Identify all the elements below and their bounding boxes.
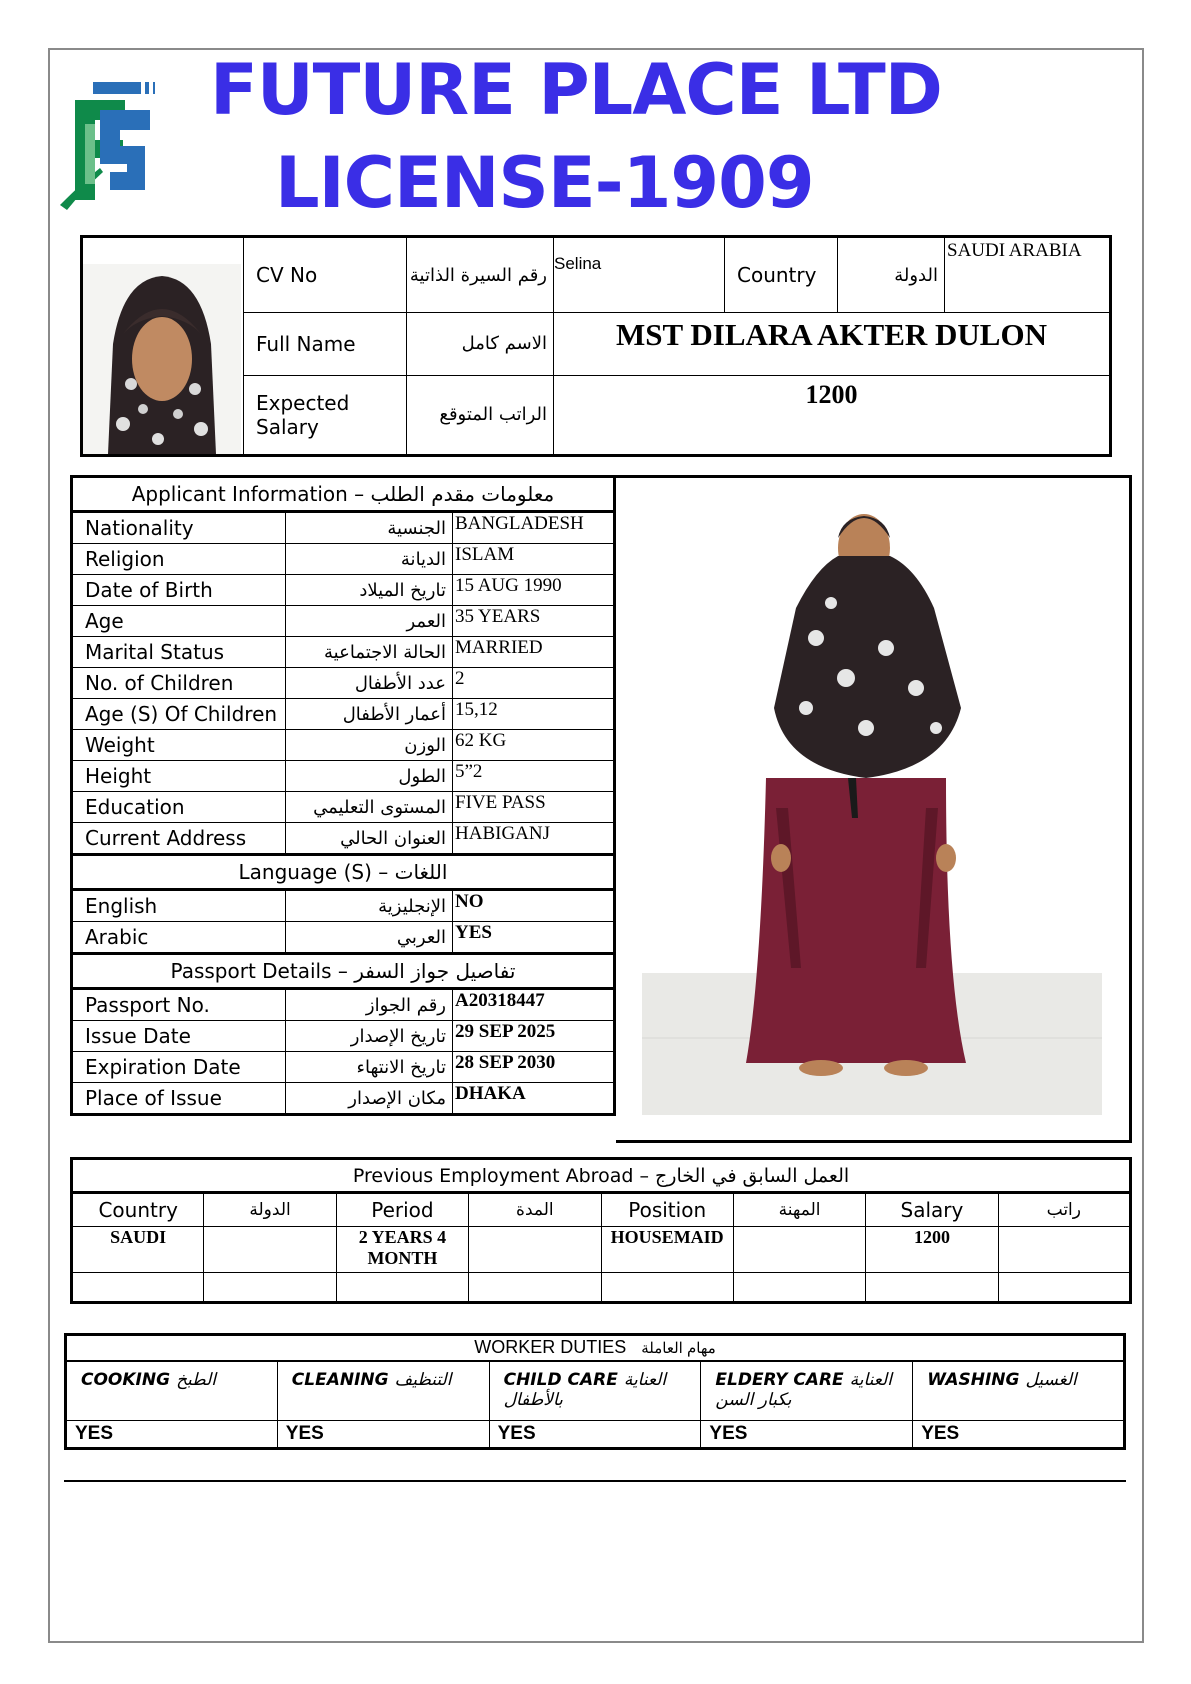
applicant-info-label: Nationality (72, 512, 286, 544)
duty-header (277, 1361, 489, 1421)
applicant-info-value: ISLAM (453, 544, 615, 575)
language-value: NO (453, 890, 615, 922)
duty-label: COOKING (81, 1369, 171, 1390)
passport-row (72, 1052, 615, 1083)
applicant-info-value: BANGLADESH (453, 512, 615, 544)
duty-label: ELDERY CARE (715, 1369, 844, 1390)
full-name-value: MST DILARA AKTER DULON (554, 313, 1111, 376)
applicant-info-label: Education (72, 792, 286, 823)
language-label-ar: العربي (286, 922, 453, 954)
applicant-info-value: 35 YEARS (453, 606, 615, 637)
duty-value: YES (66, 1421, 278, 1449)
portrait-photo (82, 237, 244, 456)
duty-value: YES (913, 1421, 1125, 1449)
employment-header-ar: المهنة (733, 1193, 865, 1227)
applicant-info-value: 62 KG (453, 730, 615, 761)
employment-period: 2 YEARS 4 MONTH (336, 1227, 468, 1273)
applicant-info-label-ar: الحالة الاجتماعية (286, 637, 453, 668)
applicant-table (70, 475, 616, 1116)
applicant-info-row (72, 823, 615, 855)
duty-label: WASHING (927, 1369, 1020, 1390)
applicant-info-row (72, 792, 615, 823)
duty-header (701, 1361, 913, 1421)
applicant-info-label-ar: الوزن (286, 730, 453, 761)
applicant-info-label-ar: الجنسية (286, 512, 453, 544)
language-section-title: Language (S) – اللغات (72, 855, 615, 890)
applicant-info-value: FIVE PASS (453, 792, 615, 823)
employment-header: Position (601, 1193, 733, 1227)
language-row (72, 922, 615, 954)
language-label-ar: الإنجليزية (286, 890, 453, 922)
applicant-info-row (72, 606, 615, 637)
applicant-info-label-ar: العمر (286, 606, 453, 637)
passport-label: Passport No. (72, 989, 286, 1021)
passport-label-ar: تاريخ الانتهاء (286, 1052, 453, 1083)
applicant-info-value: 5”2 (453, 761, 615, 792)
full-name-label-ar: الاسم كامل (407, 313, 554, 376)
employment-salary: 1200 (866, 1227, 998, 1273)
passport-value: 28 SEP 2030 (453, 1052, 615, 1083)
header-table (80, 235, 1112, 457)
duty-label: CLEANING (291, 1369, 389, 1390)
passport-label-ar: تاريخ الإصدار (286, 1021, 453, 1052)
company-name: FUTURE PLACE LTD (210, 49, 942, 131)
passport-row (72, 1083, 615, 1115)
employment-header: Period (336, 1193, 468, 1227)
employment-header: Salary (866, 1193, 998, 1227)
employment-country: SAUDI (72, 1227, 204, 1273)
applicant-info-value: 15 AUG 1990 (453, 575, 615, 606)
applicant-info-label: Marital Status (72, 637, 286, 668)
applicant-info-value: 15,12 (453, 699, 615, 730)
applicant-info-label: Current Address (72, 823, 286, 855)
applicant-info-row (72, 730, 615, 761)
applicant-info-row (72, 637, 615, 668)
duty-value: YES (277, 1421, 489, 1449)
passport-value: A20318447 (453, 989, 615, 1021)
employment-section-title: Previous Employment Abroad – العمل السابق في الخارج (72, 1159, 1131, 1193)
applicant-info-label: Religion (72, 544, 286, 575)
duty-label-ar: الغسيل (1025, 1369, 1077, 1390)
passport-label-ar: رقم الجواز (286, 989, 453, 1021)
employment-header: Country (72, 1193, 204, 1227)
duty-label-ar: الطبخ (176, 1369, 217, 1390)
applicant-info-label: Age (S) Of Children (72, 699, 286, 730)
license-number: LICENSE-1909 (275, 142, 814, 224)
employment-header-ar: المدة (469, 1193, 601, 1227)
language-row (72, 890, 615, 922)
language-value: YES (453, 922, 615, 954)
expected-salary-label: Expected Salary (244, 375, 407, 455)
passport-label: Place of Issue (72, 1083, 286, 1115)
duty-header (489, 1361, 701, 1421)
duty-label: CHILD CARE (503, 1369, 618, 1390)
applicant-info-row (72, 544, 615, 575)
employment-position: HOUSEMAID (601, 1227, 733, 1273)
full-body-photo-frame (616, 475, 1132, 1143)
applicant-section-title: Applicant Information – معلومات مقدم الطلب (72, 477, 615, 512)
cv-no-label: CV No (244, 237, 407, 313)
country-label: Country (725, 237, 838, 313)
applicant-info-label: No. of Children (72, 668, 286, 699)
applicant-info-label-ar: العنوان الحالي (286, 823, 453, 855)
duty-header (66, 1361, 278, 1421)
passport-row (72, 1021, 615, 1052)
applicant-info-label-ar: عدد الأطفال (286, 668, 453, 699)
applicant-info-row (72, 668, 615, 699)
applicant-info-label-ar: أعمار الأطفال (286, 699, 453, 730)
cv-no-value: Selina (554, 237, 725, 313)
passport-section-title: Passport Details – تفاصيل جواز السفر (72, 954, 615, 989)
full-name-label: Full Name (244, 313, 407, 376)
duty-label-ar: العناية بكبار السن (715, 1369, 892, 1410)
applicant-info-row (72, 761, 615, 792)
applicant-info-value: HABIGANJ (453, 823, 615, 855)
employment-header-ar: الدولة (204, 1193, 336, 1227)
passport-label: Expiration Date (72, 1052, 286, 1083)
duty-label-ar: التنظيف (394, 1369, 452, 1390)
applicant-info-label: Height (72, 761, 286, 792)
duties-title-ar: مهام العاملة (641, 1340, 716, 1358)
passport-value: 29 SEP 2025 (453, 1021, 615, 1052)
duty-header (913, 1361, 1125, 1421)
applicant-info-label-ar: الديانة (286, 544, 453, 575)
passport-label: Issue Date (72, 1021, 286, 1052)
duties-bottom-rule (64, 1448, 1126, 1450)
worker-duties-table (64, 1333, 1126, 1450)
applicant-info-label-ar: الطول (286, 761, 453, 792)
employment-header-ar: راتب (998, 1193, 1130, 1227)
applicant-info-value: 2 (453, 668, 615, 699)
language-label: Arabic (72, 922, 286, 954)
duties-title: WORKER DUTIES (474, 1337, 627, 1358)
full-body-photo (616, 478, 1129, 1140)
country-value: SAUDI ARABIA (945, 237, 1111, 313)
applicant-info-label-ar: تاريخ الميلاد (286, 575, 453, 606)
applicant-info-row (72, 512, 615, 544)
applicant-info-label: Date of Birth (72, 575, 286, 606)
expected-salary-label-ar: الراتب المتوقع (407, 375, 554, 455)
cv-no-label-ar: رقم السيرة الذاتية (407, 237, 554, 313)
duty-value: YES (701, 1421, 913, 1449)
applicant-info-value: MARRIED (453, 637, 615, 668)
applicant-info-label: Age (72, 606, 286, 637)
applicant-info-row (72, 575, 615, 606)
applicant-info-row (72, 699, 615, 730)
duty-value: YES (489, 1421, 701, 1449)
passport-value: DHAKA (453, 1083, 615, 1115)
passport-label-ar: مكان الإصدار (286, 1083, 453, 1115)
passport-row (72, 989, 615, 1021)
country-label-ar: الدولة (838, 237, 945, 313)
expected-salary-value: 1200 (554, 375, 1111, 455)
employment-table (70, 1157, 1132, 1304)
applicant-info-label: Weight (72, 730, 286, 761)
language-label: English (72, 890, 286, 922)
duty-label-ar: العناية بالأطفال (503, 1369, 667, 1410)
company-logo (55, 80, 163, 215)
applicant-info-label-ar: المستوى التعليمي (286, 792, 453, 823)
footer-rule (64, 1480, 1126, 1482)
